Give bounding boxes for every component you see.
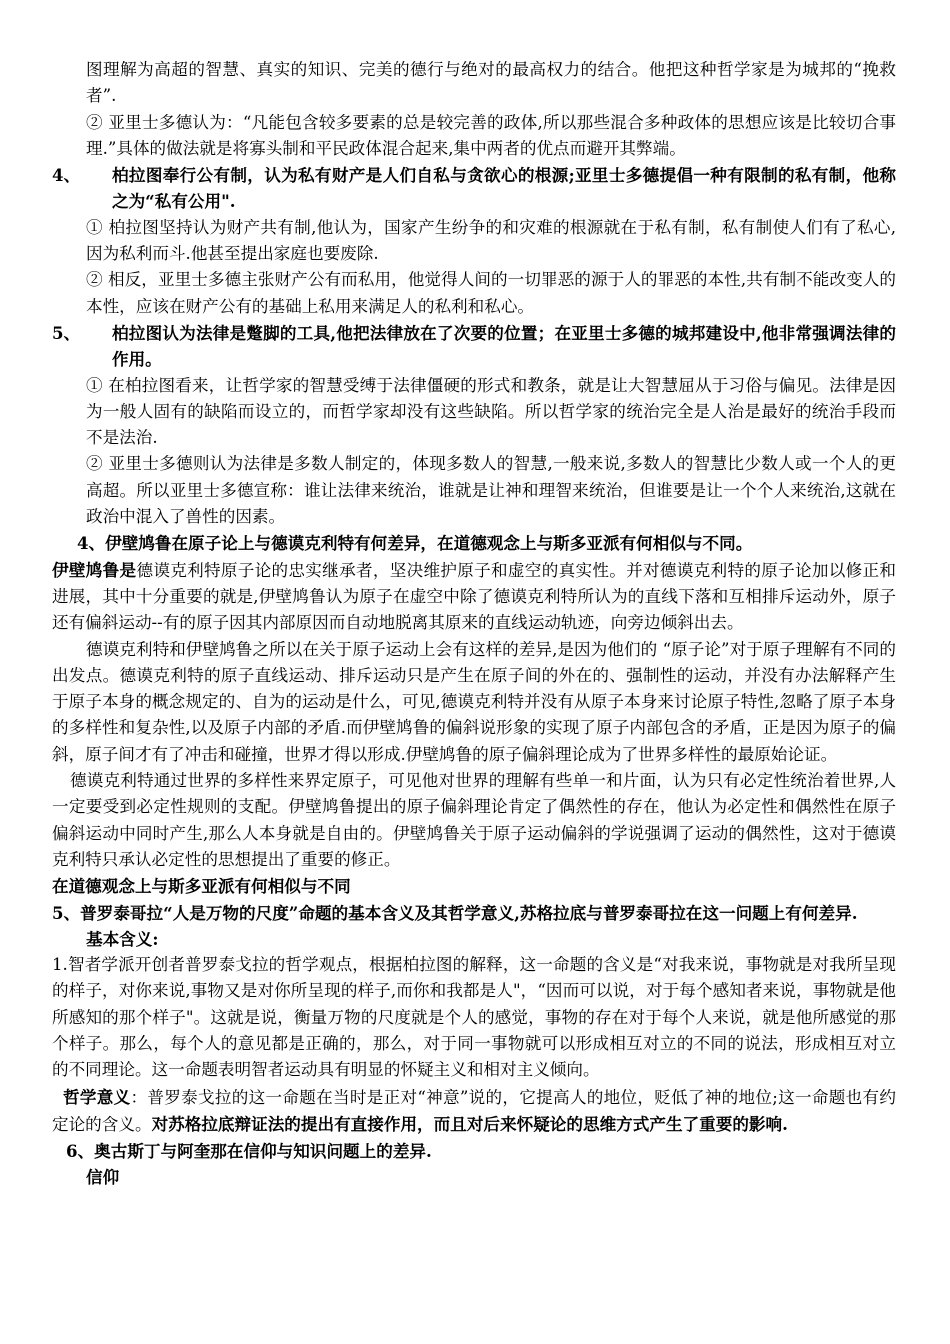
paragraph-text: 德谟克利特原子论的忠实继承者，坚决维护原子和虚空的真实性。并对德谟克利特的原子论加以修正和进展，其中十分重要的就是,伊壁鸠鲁认为原子在虚空中除了德谟克利特所认为的直线下落和互相排斥运动外，原子还有偏斜运动--有的原子因其内部原因而自动地脱离其原来的直线运动轨迹，向旁边倾斜出去。 <box>52 560 897 633</box>
question-5-title: 5、普罗泰哥拉“人是万物的尺度”命题的基本含义及其哲学意义,苏格拉底与普罗泰哥拉在这一问题上有何差异. <box>52 902 858 923</box>
paragraph-plato-law: ① 在柏拉图看来，让哲学家的智慧受缚于法律僵硬的形式和教条，就是让大智慧屈从于习俗与偏见。法律是因为一般人固有的缺陷而设立的，而哲学家却没有这些缺陷。所以哲学家的统治完全是人治是最好的统治手段而不是法治. <box>86 375 896 448</box>
question-6-title: 6、奥古斯丁与阿奎那在信仰与知识问题上的差异. <box>66 1141 432 1162</box>
bold-text: 对苏格拉底辩证法的提出有直接作用，而且对后来怀疑论的思维方式产生了重要的影响. <box>151 1113 788 1134</box>
basic-meaning-title: 基本含义: <box>86 928 159 949</box>
belief-title: 信仰 <box>86 1167 120 1188</box>
heading-text: 柏拉图奉行公有制，认为私有财产是人们自私与贪欲心的根源;亚里士多德提倡一种有限制的私有制，他称之为“私有公用". <box>112 165 896 212</box>
question-4-title: 4、伊壁鸠鲁在原子论上与德谟克利特有何差异，在道德观念上与斯多亚派有何相似与不同。 <box>77 533 753 554</box>
heading-text: 柏拉图认为法律是蹩脚的工具,他把法律放在了次要的位置；在亚里士多德的城邦建设中,他非常强调法律的作用。 <box>112 322 896 370</box>
paragraph-plato-property: ① 柏拉图坚持认为财产共有制,他认为，国家产生纷争的和灾难的根源就在于私有制，私有制使人们有了私心,因为私利而斗.他甚至提出家庭也要废除. <box>86 217 896 264</box>
paragraph-epicurus-atom <box>0 557 950 637</box>
heading-item-4 <box>0 162 950 215</box>
paragraph-atomism-difference: 德谟克利特和伊壁鸠鲁之所以在关于原子运动上会有这样的差异,是因为他们的 “原子论”对于原子理解有不同的出发点。德谟克利特的原子直线运动、排斥运动只是产生在原子间的外在的、强制性的运动，并没有办法解释产生于原子本身的概念规定的、自为的运动是什么，可见,德谟克利特并没有从原子本身来讨论原子特性,忽略了原子本身的多样性和复杂性,以及原子内部的矛盾.而伊壁鸠鲁的偏斜说形象的实现了原子内部包含的矛盾，正是因为原子的偏斜，原子间才有了冲击和碰撞，世界才得以形成.伊壁鸠鲁的原子偏斜理论成为了世界多样性的最原始论证。 <box>52 639 896 764</box>
document-page <box>0 57 950 1191</box>
paragraph-aristotle-law: ② 亚里士多德则认为法律是多数人制定的，体现多数人的智慧,一般来说,多数人的智慧比少数人或一个人的更高超。所以亚里士多德宣称：谁让法律来统治，谁就是让神和理智来统治，但谁要是让一个个人来统治,这就在政治中混入了兽性的因素。 <box>86 454 896 527</box>
paragraph-philosopher-king: 图理解为高超的智慧、真实的知识、完美的德行与绝对的最高权力的结合。他把这种哲学家是为城邦的“挽救者”. <box>86 60 896 106</box>
paragraph-text: ：普罗泰戈拉的这一命题在当时是正对“神意”说的，它提高人的地位，贬低了神的地位;这一命题也有约定论的含义。 <box>52 1087 897 1134</box>
heading-item-5 <box>0 320 950 373</box>
item-number: 5、 <box>52 322 81 343</box>
paragraph-basic-meaning: 1.智者学派开创者普罗泰戈拉的哲学观点，根据柏拉图的解释，这一命题的含义是“对我来说，事物就是对我所呈现的样子，对你来说,事物又是对你所呈现的样子,而你和我都是人"，“因而可以说，对于每个感知者来说，事物就是他所感知的那个样子"。这就是说，衡量万物的尺度就是个人的感觉，事物的存在对于每个人来说，就是他所感觉的那个样子。那么，每个人的意见都是正确的，那么，对于同一事物就可以形成相互对立的不同的说法，形成相互对立的不同理论。这一命题表明智者运动具有明显的怀疑主义和相对主义倾向。 <box>52 955 896 1080</box>
paragraph-necessity-chance: 德谟克利特通过世界的多样性来界定原子，可见他对世界的理解有些单一和片面，认为只有必定性统治着世界,人一定要受到必定性规则的支配。伊壁鸠鲁提出的原子偏斜理论肯定了偶然性的存在，他认为必定性和偶然性在原子偏斜运动中同时产生,那么人本身就是自由的。伊壁鸠鲁关于原子运动偏斜的学说强调了运动的偶然性，这对于德谟克利特只承认必定性的思想提出了重要的修正。 <box>52 771 896 869</box>
paragraph-aristotle-mixed-government: ② 亚里士多德认为：“凡能包含较多要素的总是较完善的政体,所以那些混合多种政体的思想应该是比较切合事理.”具体的做法就是将寡头制和平民政体混合起来,集中两者的优点而避开其弊端。 <box>86 112 896 158</box>
item-number: 4、 <box>52 165 81 186</box>
bold-lead: 伊壁鸠鲁是 <box>52 559 137 580</box>
bold-lead: 哲学意义 <box>63 1086 131 1107</box>
paragraph-philosophical-significance <box>0 1084 950 1139</box>
paragraph-aristotle-property: ② 相反，亚里士多德主张财产公有而私用，他觉得人间的一切罪恶的源于人的罪恶的本性,共有制不能改变人的本性，应该在财产公有的基础上私用来满足人的私利和私心。 <box>86 270 896 316</box>
heading-moral-views: 在道德观念上与斯多亚派有何相似与不同 <box>52 876 351 897</box>
